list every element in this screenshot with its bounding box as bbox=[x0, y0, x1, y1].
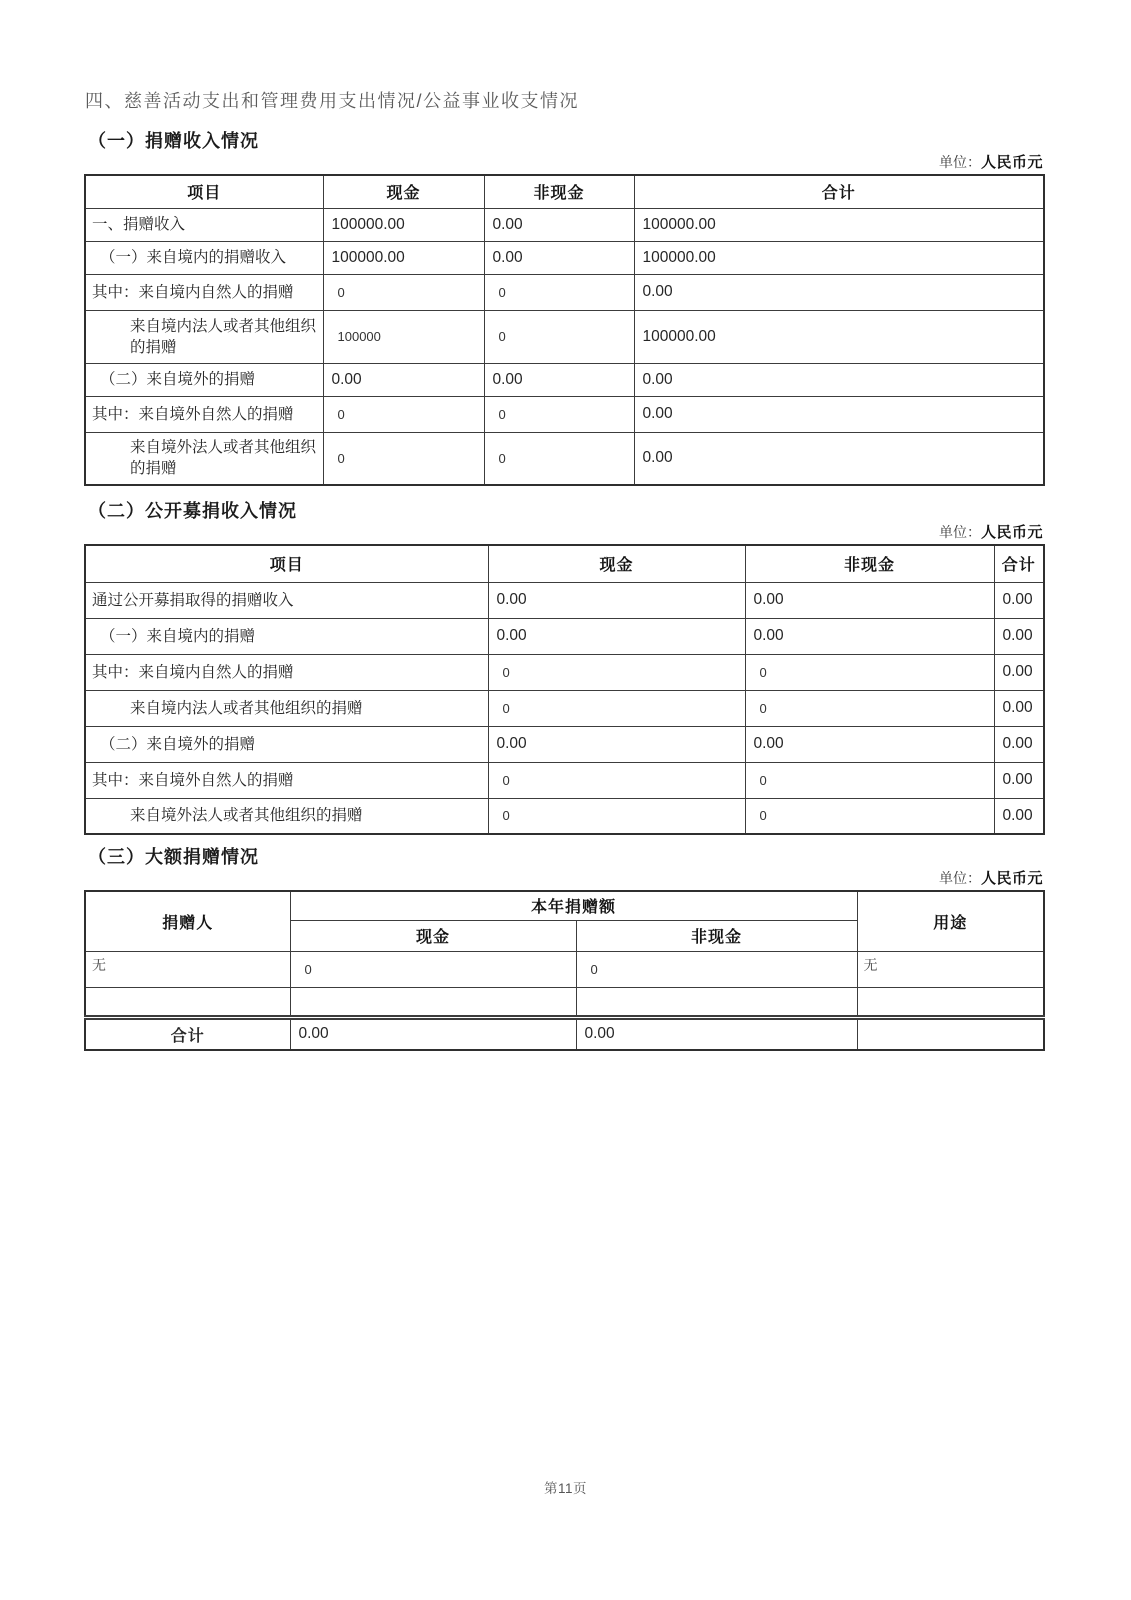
cell-cash: 0 bbox=[323, 274, 484, 310]
column-header-year-amount: 本年捐赠额 bbox=[290, 891, 857, 920]
cell-item-label: 来自境内法人或者其他组织的捐赠 bbox=[85, 310, 323, 363]
cell-total: 0.00 bbox=[634, 396, 1044, 432]
cell-total: 0.00 bbox=[994, 618, 1044, 654]
cell-cash: 0 bbox=[488, 690, 745, 726]
document-section-heading: 四、慈善活动支出和管理费用支出情况/公益事业收支情况 bbox=[85, 91, 579, 111]
cell-item-label: 来自境外法人或者其他组织的捐赠 bbox=[85, 432, 323, 485]
cell-cash: 0.00 bbox=[290, 1017, 576, 1050]
cell-cash: 0.00 bbox=[488, 726, 745, 762]
table-row bbox=[85, 798, 1044, 834]
cell-cash: 100000 bbox=[323, 310, 484, 363]
column-header-item: 项目 bbox=[85, 175, 323, 208]
cell-cash: 0 bbox=[488, 654, 745, 690]
column-header-noncash: 非现金 bbox=[745, 545, 994, 582]
cell-noncash: 0 bbox=[484, 396, 634, 432]
unit-line bbox=[84, 870, 1043, 887]
table-row bbox=[85, 726, 1044, 762]
table-header-row bbox=[85, 175, 1044, 208]
table-header-row bbox=[85, 891, 1044, 920]
cell-cash: 0 bbox=[488, 798, 745, 834]
cell-noncash: 0 bbox=[745, 654, 994, 690]
unit-label: 单位： bbox=[938, 154, 981, 170]
cell-cash: 100000.00 bbox=[323, 208, 484, 241]
unit-value: 人民币元 bbox=[980, 524, 1043, 541]
cell-cash: 100000.00 bbox=[323, 241, 484, 274]
section-public-fundraising bbox=[84, 497, 1043, 835]
column-header-total: 合计 bbox=[994, 545, 1044, 582]
table-row bbox=[85, 363, 1044, 396]
cell-item-label: 来自境外法人或者其他组织的捐赠 bbox=[85, 798, 488, 834]
cell-purpose bbox=[857, 1017, 1044, 1050]
cell-cash bbox=[290, 987, 576, 1017]
page-number: 第11页 bbox=[543, 1481, 587, 1496]
table-row bbox=[85, 951, 1044, 987]
cell-cash: 0.00 bbox=[488, 582, 745, 618]
cell-item-label: （二）来自境外的捐赠 bbox=[85, 363, 323, 396]
cell-total: 100000.00 bbox=[634, 241, 1044, 274]
cell-noncash: 0.00 bbox=[484, 241, 634, 274]
cell-item-label: （一）来自境内的捐赠 bbox=[85, 618, 488, 654]
cell-noncash: 0.00 bbox=[484, 363, 634, 396]
cell-total: 0.00 bbox=[634, 274, 1044, 310]
table-row bbox=[85, 241, 1044, 274]
column-header-cash: 现金 bbox=[488, 545, 745, 582]
cell-cash: 0 bbox=[488, 762, 745, 798]
cell-item-label: 其中：来自境外自然人的捐赠 bbox=[85, 762, 488, 798]
cell-noncash: 0.00 bbox=[745, 618, 994, 654]
cell-noncash: 0 bbox=[484, 432, 634, 485]
column-header-cash: 现金 bbox=[290, 920, 576, 951]
cell-item-label: 其中：来自境外自然人的捐赠 bbox=[85, 396, 323, 432]
cell-donor: 无 bbox=[85, 951, 290, 987]
cell-total: 100000.00 bbox=[634, 310, 1044, 363]
table-row bbox=[85, 208, 1044, 241]
cell-noncash: 0 bbox=[745, 762, 994, 798]
cell-cash: 0.00 bbox=[488, 618, 745, 654]
cell-total: 100000.00 bbox=[634, 208, 1044, 241]
cell-item-label: 其中：来自境内自然人的捐赠 bbox=[85, 654, 488, 690]
cell-total: 0.00 bbox=[994, 798, 1044, 834]
column-header-donor: 捐赠人 bbox=[85, 891, 290, 951]
table-row bbox=[85, 310, 1044, 363]
cell-item-label: （二）来自境外的捐赠 bbox=[85, 726, 488, 762]
cell-total: 0.00 bbox=[994, 762, 1044, 798]
table-row bbox=[85, 762, 1044, 798]
table-row bbox=[85, 432, 1044, 485]
cell-item-label: 通过公开募捐取得的捐赠收入 bbox=[85, 582, 488, 618]
section-donation-income bbox=[84, 127, 1043, 486]
cell-noncash: 0 bbox=[576, 951, 857, 987]
cell-purpose: 无 bbox=[857, 951, 1044, 987]
table-row bbox=[85, 690, 1044, 726]
unit-label: 单位： bbox=[938, 524, 981, 540]
cell-noncash: 0 bbox=[745, 690, 994, 726]
cell-item-label: 来自境内法人或者其他组织的捐赠 bbox=[85, 690, 488, 726]
cell-item-label: （一）来自境内的捐赠收入 bbox=[85, 241, 323, 274]
cell-cash: 0.00 bbox=[323, 363, 484, 396]
table-header-row bbox=[85, 545, 1044, 582]
cell-total: 0.00 bbox=[994, 690, 1044, 726]
cell-noncash: 0 bbox=[484, 310, 634, 363]
table-total-row bbox=[85, 1017, 1044, 1050]
donation-income-table bbox=[84, 174, 1045, 486]
section-large-donations bbox=[84, 843, 1043, 1051]
column-header-item: 项目 bbox=[85, 545, 488, 582]
table-row bbox=[85, 654, 1044, 690]
table-row bbox=[85, 987, 1044, 1017]
cell-noncash bbox=[576, 987, 857, 1017]
column-header-total: 合计 bbox=[634, 175, 1044, 208]
cell-noncash: 0.00 bbox=[484, 208, 634, 241]
unit-line bbox=[84, 524, 1043, 541]
cell-total: 0.00 bbox=[994, 582, 1044, 618]
cell-total-label: 合计 bbox=[85, 1017, 290, 1050]
large-donation-table bbox=[84, 890, 1045, 1051]
cell-cash: 0 bbox=[323, 396, 484, 432]
cell-cash: 0 bbox=[323, 432, 484, 485]
cell-item-label: 其中：来自境内自然人的捐赠 bbox=[85, 274, 323, 310]
cell-noncash: 0.00 bbox=[745, 726, 994, 762]
cell-cash: 0 bbox=[290, 951, 576, 987]
cell-total: 0.00 bbox=[994, 726, 1044, 762]
unit-line bbox=[84, 154, 1043, 171]
cell-total: 0.00 bbox=[994, 654, 1044, 690]
section3-title: （三）大额捐赠情况 bbox=[88, 847, 259, 867]
column-header-noncash: 非现金 bbox=[484, 175, 634, 208]
section1-title: （一）捐赠收入情况 bbox=[88, 131, 259, 151]
table-row bbox=[85, 274, 1044, 310]
column-header-cash: 现金 bbox=[323, 175, 484, 208]
section2-title: （二）公开募捐收入情况 bbox=[88, 501, 297, 521]
cell-total: 0.00 bbox=[634, 432, 1044, 485]
cell-noncash: 0 bbox=[745, 798, 994, 834]
public-fundraising-table bbox=[84, 544, 1045, 835]
cell-donor bbox=[85, 987, 290, 1017]
cell-purpose bbox=[857, 987, 1044, 1017]
unit-value: 人民币元 bbox=[980, 154, 1043, 171]
cell-total: 0.00 bbox=[634, 363, 1044, 396]
column-header-noncash: 非现金 bbox=[576, 920, 857, 951]
table-row bbox=[85, 396, 1044, 432]
column-header-purpose: 用途 bbox=[857, 891, 1044, 951]
unit-label: 单位： bbox=[938, 870, 981, 886]
unit-value: 人民币元 bbox=[980, 870, 1043, 887]
table-row bbox=[85, 618, 1044, 654]
cell-noncash: 0.00 bbox=[745, 582, 994, 618]
cell-noncash: 0 bbox=[484, 274, 634, 310]
table-row bbox=[85, 582, 1044, 618]
cell-noncash: 0.00 bbox=[576, 1017, 857, 1050]
cell-item-label: 一、捐赠收入 bbox=[85, 208, 323, 241]
